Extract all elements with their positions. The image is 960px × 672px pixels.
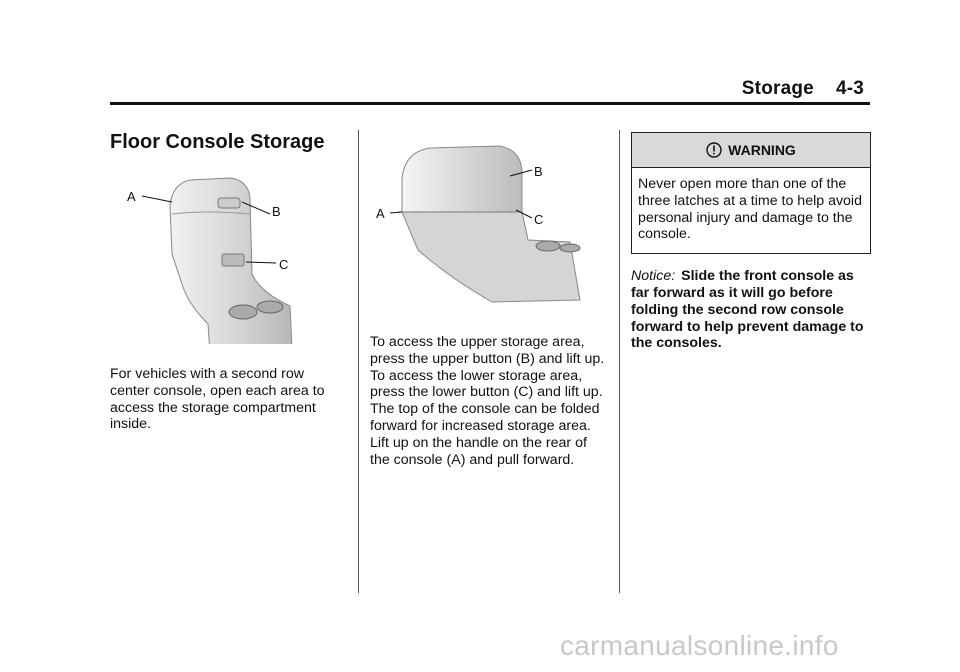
column-divider-1 xyxy=(358,130,359,593)
column-2 xyxy=(370,130,610,468)
figure2-label-a: A xyxy=(376,206,385,221)
header-page-number: 4-3 xyxy=(835,78,864,99)
header-section-title: Storage xyxy=(741,78,814,99)
page-header xyxy=(742,78,864,100)
section-title: Floor Console Storage xyxy=(110,131,325,153)
watermark: carmanualsonline.info xyxy=(560,630,839,661)
warning-header xyxy=(632,133,870,168)
column-1 xyxy=(110,130,345,433)
notice-text: Slide the front console as far forward as it will go before folding the second row console forward to help prevent damage to the consoles. xyxy=(631,268,864,352)
col2-body-text: To access the upper storage area, press the upper button (B) and lift up. To access the lower storage area, press the lower button (C) and lift up. The top of the console can be folded forward for increased storage area. Lift up on the handle on the rear of the console (A) and pull forward. xyxy=(370,334,605,468)
column-divider-2 xyxy=(619,130,620,593)
warning-alert-icon xyxy=(706,142,722,158)
figure1-label-c: C xyxy=(279,257,289,272)
console-lid-figure xyxy=(370,130,610,320)
figure1-label-a: A xyxy=(127,189,136,204)
figure2-label-c: C xyxy=(534,212,544,227)
warning-title: WARNING xyxy=(728,141,796,158)
warning-box xyxy=(631,132,871,254)
header-rule xyxy=(110,102,870,105)
figure2-label-b: B xyxy=(534,164,543,179)
notice-paragraph xyxy=(631,268,871,352)
notice-label: Notice: xyxy=(631,268,676,285)
col1-body-text: For vehicles with a second row center console, open each area to access the storage compartment inside. xyxy=(110,366,325,433)
warning-text: Never open more than one of the three latches at a time to help avoid personal injury and damage to the console. xyxy=(638,176,862,243)
column-3 xyxy=(631,130,871,352)
floor-console-figure xyxy=(110,154,345,344)
figure1-label-b: B xyxy=(272,204,281,219)
